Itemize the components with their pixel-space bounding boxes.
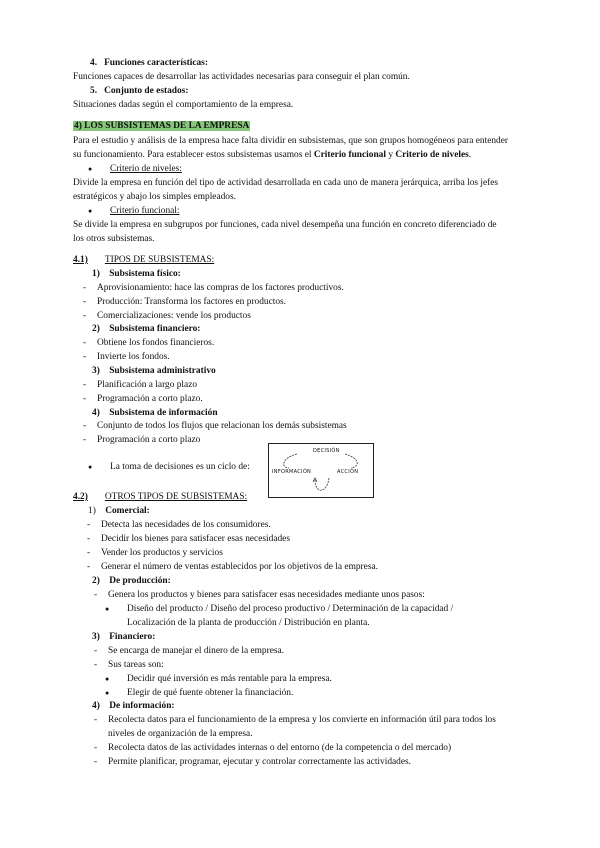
produccion-heading: 2) De producción: <box>92 576 171 586</box>
conjunto-heading <box>90 86 188 98</box>
funcional-text-2: los otros subsistemas. <box>73 234 155 244</box>
financiero-heading: 3) Financiero: <box>92 632 156 642</box>
diagram-label-informacion: INFORMACIÓN <box>272 469 312 475</box>
otros-number: 4.2) <box>73 492 88 502</box>
list-item: - Aprovisionamiento: hace las compras de los factores productivos. <box>97 283 344 295</box>
produccion-title: De producción: <box>109 576 171 586</box>
funciones-heading <box>90 58 208 70</box>
list-item: - Obtiene los fondos financieros. <box>97 338 214 350</box>
list-item: ● Decidir qué inversión es más rentable para la empresa. <box>127 674 332 686</box>
niveles-title: Criterio de niveles: <box>110 164 182 174</box>
decision-cycle-diagram <box>268 443 374 498</box>
funcional-bullet <box>110 206 180 218</box>
section-intro-line2: su funcionamiento. Para establecer estos subsistemas usamos el Criterio funcional y Criterio de niveles. <box>73 150 472 160</box>
subsistema-informacion-heading: 4) Subsistema de información <box>92 408 218 418</box>
subsistema-administrativo-heading: 3) Subsistema administrativo <box>92 366 216 376</box>
funcional-title: Criterio funcional: <box>110 206 180 216</box>
list-item: - Producción: Transforma los factores en productos. <box>97 297 286 309</box>
section-heading <box>73 121 250 133</box>
niveles-text-1: Divide la empresa en función del tipo de actividad desarrollada en cada uno de manera jerárquica, arriba los jefes <box>73 178 499 188</box>
list-item: - Conjunto de todos los flujos que relacionan los demás subsistemas <box>97 421 347 433</box>
list-item-continuation: niveles de organización de la empresa. <box>108 729 253 739</box>
niveles-bullet <box>110 164 182 176</box>
list-item: - Sus tareas son: <box>108 660 164 672</box>
niveles-text-2: estratégicos y abajo los simples empleados. <box>73 192 236 202</box>
comercial-heading: 1) Comercial: <box>88 506 150 516</box>
section-intro-line1: Para el estudio y análisis de la empresa hace falta dividir en subsistemas, que son grupos homogéneos para entender <box>73 136 509 146</box>
list-item: - Programación a corto plazo. <box>97 394 203 406</box>
list-item: - Se encarga de manejar el dinero de la empresa. <box>108 646 284 658</box>
informacion-title: De información: <box>109 701 175 711</box>
produccion-steps-1: ● Diseño del producto / Diseño del proceso productivo / Determinación de la capacidad / <box>127 604 453 616</box>
list-item: - Recolecta datos de las actividades internas o del entorno (de la competencia o del mercado) <box>108 743 451 755</box>
financiero-title: Financiero: <box>109 632 156 642</box>
list-item: - Comercializaciones: vende los productos <box>97 311 251 323</box>
subsistema-financiero-heading: 2) Subsistema financiero: <box>92 324 201 334</box>
diagram-label-accion: ACCIÓN <box>337 469 359 475</box>
subsistema-administrativo-title: Subsistema administrativo <box>109 366 216 376</box>
conjunto-number: 5. <box>90 86 98 96</box>
funciones-title: Funciones características: <box>104 58 208 68</box>
conjunto-title: Conjunto de estados: <box>104 86 189 96</box>
list-item: ● Elegir de qué fuente obtener la financiación. <box>127 688 293 700</box>
funcional-text-1: Se divide la empresa en subgrupos por funciones, cada nivel desempeña una función en concreto diferenciado de <box>73 220 497 230</box>
list-item: - Invierte los fondos. <box>97 352 170 364</box>
section-heading-text: 4) LOS SUBSISTEMAS DE LA EMPRESA <box>74 121 250 131</box>
informacion-heading: 4) De información: <box>92 701 175 711</box>
list-item: - Detecta las necesidades de los consumidores. <box>101 520 271 532</box>
list-item: - Vender los productos y servicios <box>101 548 223 560</box>
conjunto-text: Situaciones dadas según el comportamiento de la empresa. <box>73 100 294 110</box>
produccion-steps-2: Localización de la planta de producción / Distribución en planta. <box>127 618 370 628</box>
criterio-niveles-ref: Criterio de niveles <box>395 150 469 160</box>
list-item: - Permite planificar, programar, ejecutar y controlar correctamente las actividades. <box>108 757 411 769</box>
list-item: - Genera los productos y bienes para satisfacer esas necesidades mediante unos pasos: <box>108 590 425 602</box>
list-item: - Planificación a largo plazo <box>97 380 197 392</box>
list-item: - Recolecta datos para el funcionamiento de la empresa y los convierte en información útil para todos los <box>108 715 496 727</box>
list-item: - Programación a corto plazo <box>97 435 200 447</box>
subsistema-financiero-title: Subsistema financiero: <box>109 324 201 334</box>
diagram-label-decision: DECISIÓN <box>313 448 340 454</box>
tipos-number: 4.1) <box>73 255 88 265</box>
list-item: - Decidir los bienes para satisfacer esas necesidades <box>101 534 290 546</box>
comercial-title: Comercial: <box>105 506 150 516</box>
otros-heading <box>73 492 247 504</box>
tipos-heading <box>73 255 214 267</box>
list-item: - Generar el número de ventas establecidos por los objetivos de la empresa. <box>101 562 378 574</box>
criterio-funcional-ref: Criterio funcional <box>313 150 386 160</box>
subsistema-informacion-title: Subsistema de información <box>109 408 218 418</box>
subsistema-fisico-heading: 1) Subsistema físico: <box>92 269 181 279</box>
subsistema-fisico-title: Subsistema físico: <box>109 269 181 279</box>
ciclo-bullet: ● La toma de decisiones es un ciclo de: <box>110 462 250 474</box>
funciones-number: 4. <box>90 58 98 68</box>
otros-title: OTROS TIPOS DE SUBSISTEMAS: <box>104 492 248 502</box>
funciones-text: Funciones capaces de desarrollar las actividades necesarias para conseguir el plan común. <box>73 72 410 82</box>
tipos-title: TIPOS DE SUBSISTEMAS: <box>104 255 215 265</box>
